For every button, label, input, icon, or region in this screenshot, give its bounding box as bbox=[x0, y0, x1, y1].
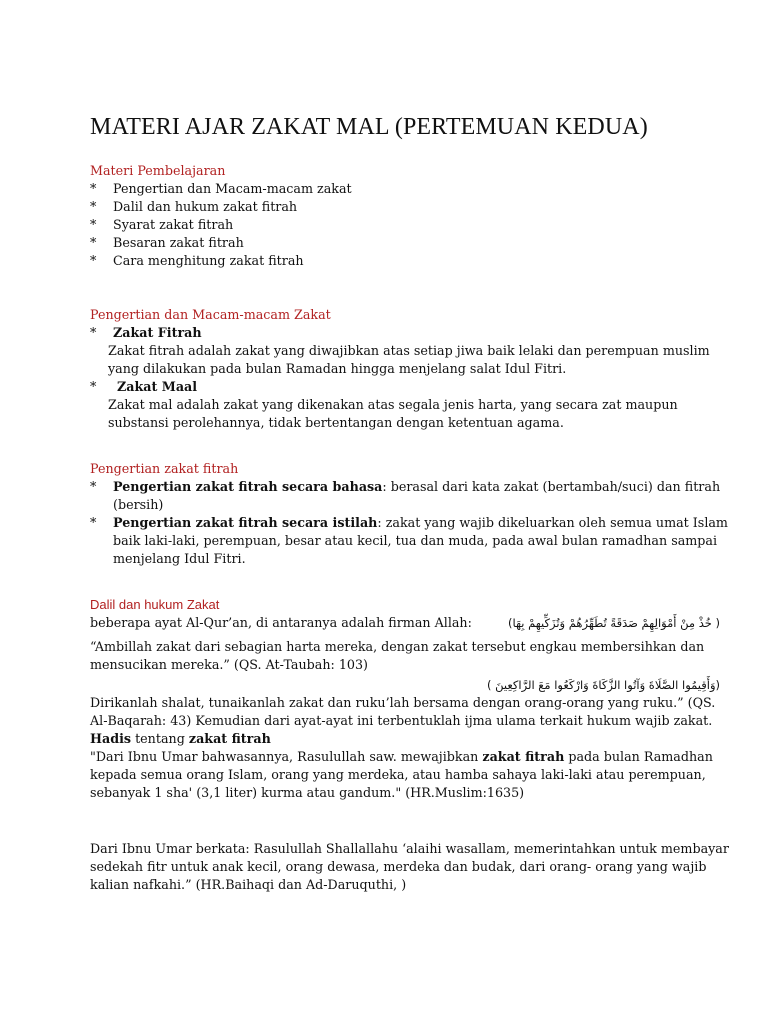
zakat-maal-desc: Zakat mal adalah zakat yang dikenakan atas segala jenis harta, yang secara zat maupun substansi perolehannya, tidak bertentangan dengan ketentuan agama. bbox=[108, 397, 678, 430]
document-page bbox=[90, 112, 730, 894]
list-item bbox=[90, 478, 730, 514]
bahasa-term: Pengertian zakat fitrah secara bahasa bbox=[113, 479, 383, 494]
pengertian-macam-heading: Pengertian dan Macam-macam Zakat bbox=[90, 307, 331, 322]
list-item bbox=[90, 514, 730, 568]
hadis-1-c: pada bulan Ramadhan kepada semua orang Islam, orang yang merdeka, atau hamba sahaya laki-laki atau perempuan, sebanyak 1 sha' (3,1 liter) kurma atau gandum." (HR.Muslim:1635) bbox=[90, 749, 713, 800]
hadis-term: zakat fitrah bbox=[188, 731, 271, 746]
list-item: * Dalil dan hukum zakat fitrah bbox=[90, 198, 730, 216]
hadis-2: Dari Ibnu Umar berkata: Rasulullah Shallallahu ‘alaihi wasallam, memerintahkan untuk membayar sedekah fitr untuk anak kecil, orang dewasa, merdeka dan budak, dari orang- orang yang wajib kalian nafkahi.” (HR.Baihaqi dan Ad-Daruquthi, ) bbox=[90, 841, 729, 892]
materi-list bbox=[90, 180, 730, 270]
list-item bbox=[90, 324, 730, 342]
ayat-2-row bbox=[90, 674, 730, 694]
bahasa-desc: : berasal dari kata zakat (bertambah/suci) dan fitrah (bersih) bbox=[113, 479, 721, 512]
ayat-2-translation: Dirikanlah shalat, tunaikanlah zakat dan ruku’lah bersama dengan orang-orang yang ruku.” (QS. Al-Baqarah: 43) Kemudian dari ayat-ayat ini terbentuklah ijma ulama terkait hukum wajib zakat. bbox=[90, 695, 716, 728]
dalil-intro: beberapa ayat Al-Qur’an, di antaranya adalah firman Allah: bbox=[90, 615, 472, 630]
ayat-1-translation: “Ambillah zakat dari sebagian harta mereka, dengan zakat tersebut engkau membersihkan dan mensucikan mereka.” (QS. At-Taubah: 103) bbox=[90, 639, 705, 672]
zakat-maal-term: Zakat Maal bbox=[117, 379, 198, 394]
hadis-1-b: zakat fitrah bbox=[482, 749, 565, 764]
document-title: MATERI AJAR ZAKAT MAL (PERTEMUAN KEDUA) bbox=[90, 114, 648, 140]
pengertian-fitrah-heading: Pengertian zakat fitrah bbox=[90, 461, 239, 476]
dalil-section bbox=[90, 596, 730, 894]
hadis-mid: tentang bbox=[131, 731, 189, 746]
ayat-2-arabic: (وَأَقِيمُوا الصَّلَاةَ وَآتُوا الزَّكَاةَ وَارْكَعُوا مَعَ الرَّاكِعِينَ ) bbox=[487, 678, 720, 692]
dalil-heading: Dalil dan hukum Zakat bbox=[90, 597, 220, 612]
istilah-desc: : zakat yang wajib dikeluarkan oleh semua umat Islam baik laki-laki, perempuan, besar atau kecil, tua dan muda, pada awal bulan ramadhan sampai menjelang Idul Fitri. bbox=[113, 515, 728, 566]
pengertian-fitrah-section bbox=[90, 460, 730, 568]
list-item: * Cara menghitung zakat fitrah bbox=[90, 252, 730, 270]
pengertian-macam-section bbox=[90, 306, 730, 432]
hadis-1 bbox=[90, 748, 730, 802]
hadis-label: Hadis bbox=[90, 731, 132, 746]
ayat-1-arabic: ( خُذْ مِنْ أَمْوَالِهِمْ صَدَقَةً تُطَهِّرُهُمْ وَتُزَكِّيهِمْ بِهَا) bbox=[507, 616, 720, 630]
materi-heading: Materi Pembelajaran bbox=[90, 163, 226, 178]
zakat-fitrah-desc: Zakat fitrah adalah zakat yang diwajibkan atas setiap jiwa baik lelaki dan perempuan muslim yang dilakukan pada bulan Ramadan hingga menjelang salat Idul Fitri. bbox=[108, 343, 710, 376]
istilah-term: Pengertian zakat fitrah secara istilah bbox=[113, 515, 378, 530]
materi-section bbox=[90, 162, 730, 270]
macam-list-2 bbox=[90, 378, 730, 396]
pengertian-fitrah-list bbox=[90, 478, 730, 568]
macam-list bbox=[90, 324, 730, 342]
list-item: * Syarat zakat fitrah bbox=[90, 216, 730, 234]
list-item: * Pengertian dan Macam-macam zakat bbox=[90, 180, 730, 198]
hadis-1-a: "Dari Ibnu Umar bahwasannya, Rasulullah saw. mewajibkan bbox=[90, 749, 483, 764]
list-item bbox=[90, 378, 730, 396]
zakat-fitrah-term: Zakat Fitrah bbox=[113, 325, 202, 340]
list-item: * Besaran zakat fitrah bbox=[90, 234, 730, 252]
hadis-heading bbox=[90, 730, 730, 748]
dalil-intro-row bbox=[90, 614, 730, 632]
